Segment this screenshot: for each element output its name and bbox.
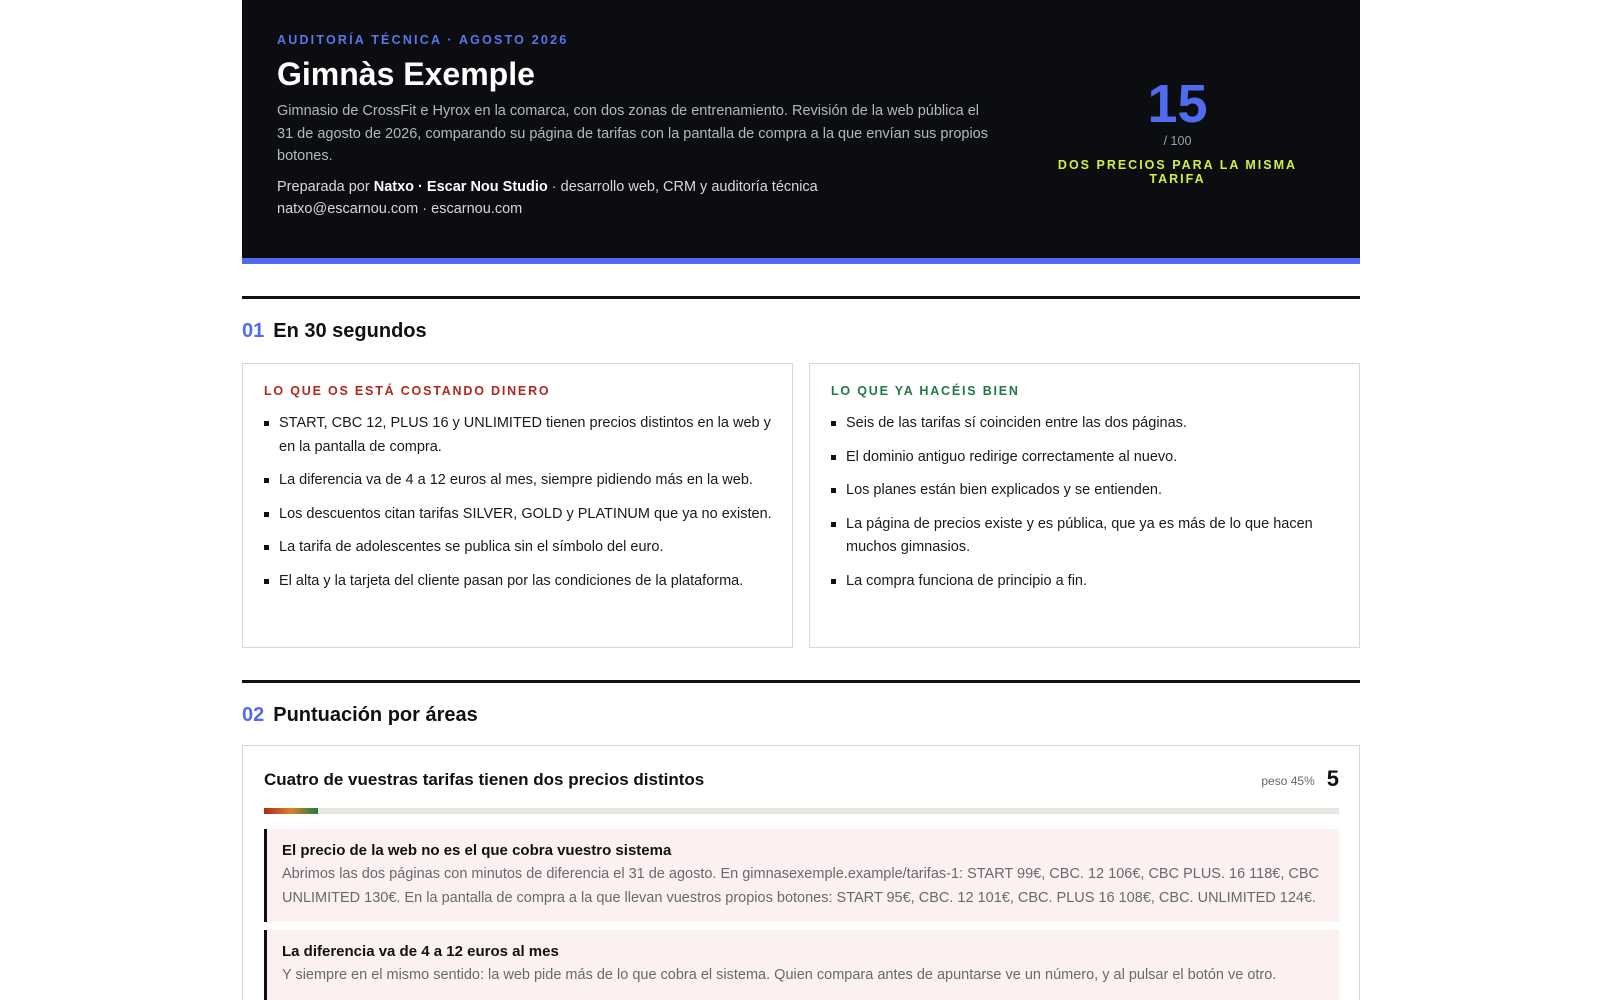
score-denominator: / 100	[1163, 134, 1192, 148]
costing-money-label: LO QUE OS ESTÁ COSTANDO DINERO	[264, 384, 551, 398]
area-score: 5	[1326, 766, 1339, 791]
doing-well-list	[831, 412, 1339, 593]
costing-money-card	[242, 363, 793, 648]
list-item: La tarifa de adolescentes se publica sin el símbolo del euro.	[264, 536, 772, 560]
author-name: Natxo · Escar Nou Studio	[373, 178, 548, 195]
area-card	[242, 745, 1360, 1000]
list-item: El alta y la tarjeta del cliente pasan por las condiciones de la plataforma.	[264, 570, 772, 594]
list-item: Los planes están bien explicados y se entienden.	[831, 479, 1339, 503]
section-title: En 30 segundos	[273, 320, 427, 342]
area-weight: peso 45%	[1261, 774, 1315, 788]
report-eyebrow: AUDITORÍA TÉCNICA · AGOSTO 2026	[277, 33, 569, 47]
overall-score	[1030, 76, 1325, 186]
page-title: Gimnàs Exemple	[277, 56, 535, 92]
list-item: La compra funciona de principio a fin.	[831, 570, 1339, 594]
list-item: Los descuentos citan tarifas SILVER, GOLD y PLATINUM que ya no existen.	[264, 503, 772, 527]
finding-title: La diferencia va de 4 a 12 euros al mes	[282, 943, 559, 960]
doing-well-card	[809, 363, 1360, 648]
report-description: Gimnasio de CrossFit e Hyrox en la comarca, con dos zonas de entrenamiento. Revisión de la web pública el 31 de agosto de 2026, comparando su página de tarifas con la pantalla de compra a la que envían sus propios botones.	[277, 103, 988, 165]
report-header	[242, 0, 1360, 264]
area-score-bar-fill	[264, 808, 318, 814]
list-item: La página de precios existe y es pública, que ya es más de lo que hacen muchos gimnasios.	[831, 513, 1339, 560]
section-summary	[242, 296, 1360, 648]
section-divider	[242, 680, 1360, 683]
area-header	[264, 768, 1339, 790]
section-number: 02	[242, 704, 265, 726]
finding-text: Abrimos las dos páginas con minutos de diferencia el 31 de agosto. En gimnasexemple.example/tarifas-1: START 99€, CBC. 12 106€, CBC PLUS. 16 118€, CBC UNLIMITED 130€. En la pantalla de compra a la que llevan vuestros propios botones: START 95€, CBC. 12 101€, CBC. PLUS 16 108€, CBC. UNLIMITED 124€.	[282, 866, 1320, 906]
doing-well-label: LO QUE YA HACÉIS BIEN	[831, 384, 1020, 398]
section-heading	[242, 320, 1360, 343]
list-item: El dominio antiguo redirige correctamente al nuevo.	[831, 446, 1339, 470]
prepared-suffix: · desarrollo web, CRM y auditoría técnica	[547, 178, 818, 195]
prepared-prefix: Preparada por	[277, 178, 374, 195]
contact-info: natxo@escarnou.com · escarnou.com	[277, 200, 523, 217]
section-heading	[242, 704, 1360, 727]
list-item: START, CBC 12, PLUS 16 y UNLIMITED tienen precios distintos en la web y en la pantalla de compra.	[264, 412, 772, 459]
finding-text: Y siempre en el mismo sentido: la web pide más de lo que cobra el sistema. Quien compara antes de apuntarse ve un número, y al pulsar el botón ve otro.	[282, 967, 1277, 983]
header-intro	[277, 33, 997, 220]
finding-item	[264, 930, 1339, 1000]
section-title: Puntuación por áreas	[273, 704, 478, 726]
section-number: 01	[242, 320, 265, 342]
section-divider	[242, 296, 1360, 299]
audit-report	[242, 0, 1360, 1000]
list-item: La diferencia va de 4 a 12 euros al mes, siempre pidiendo más en la web.	[264, 469, 772, 493]
finding-item	[264, 829, 1339, 922]
section-area-scores	[242, 680, 1360, 1000]
area-title: Cuatro de vuestras tarifas tienen dos precios distintos	[264, 770, 705, 789]
finding-title: El precio de la web no es el que cobra vuestro sistema	[282, 842, 672, 859]
area-score-bar	[264, 808, 1339, 814]
score-verdict: DOS PRECIOS PARA LA MISMA TARIFA	[1057, 158, 1298, 186]
score-value: 15	[1147, 74, 1208, 134]
area-meta	[1261, 768, 1339, 790]
costing-money-list	[264, 412, 772, 593]
prepared-by	[277, 176, 997, 220]
list-item: Seis de las tarifas sí coinciden entre las dos páginas.	[831, 412, 1339, 436]
summary-columns	[242, 363, 1360, 648]
